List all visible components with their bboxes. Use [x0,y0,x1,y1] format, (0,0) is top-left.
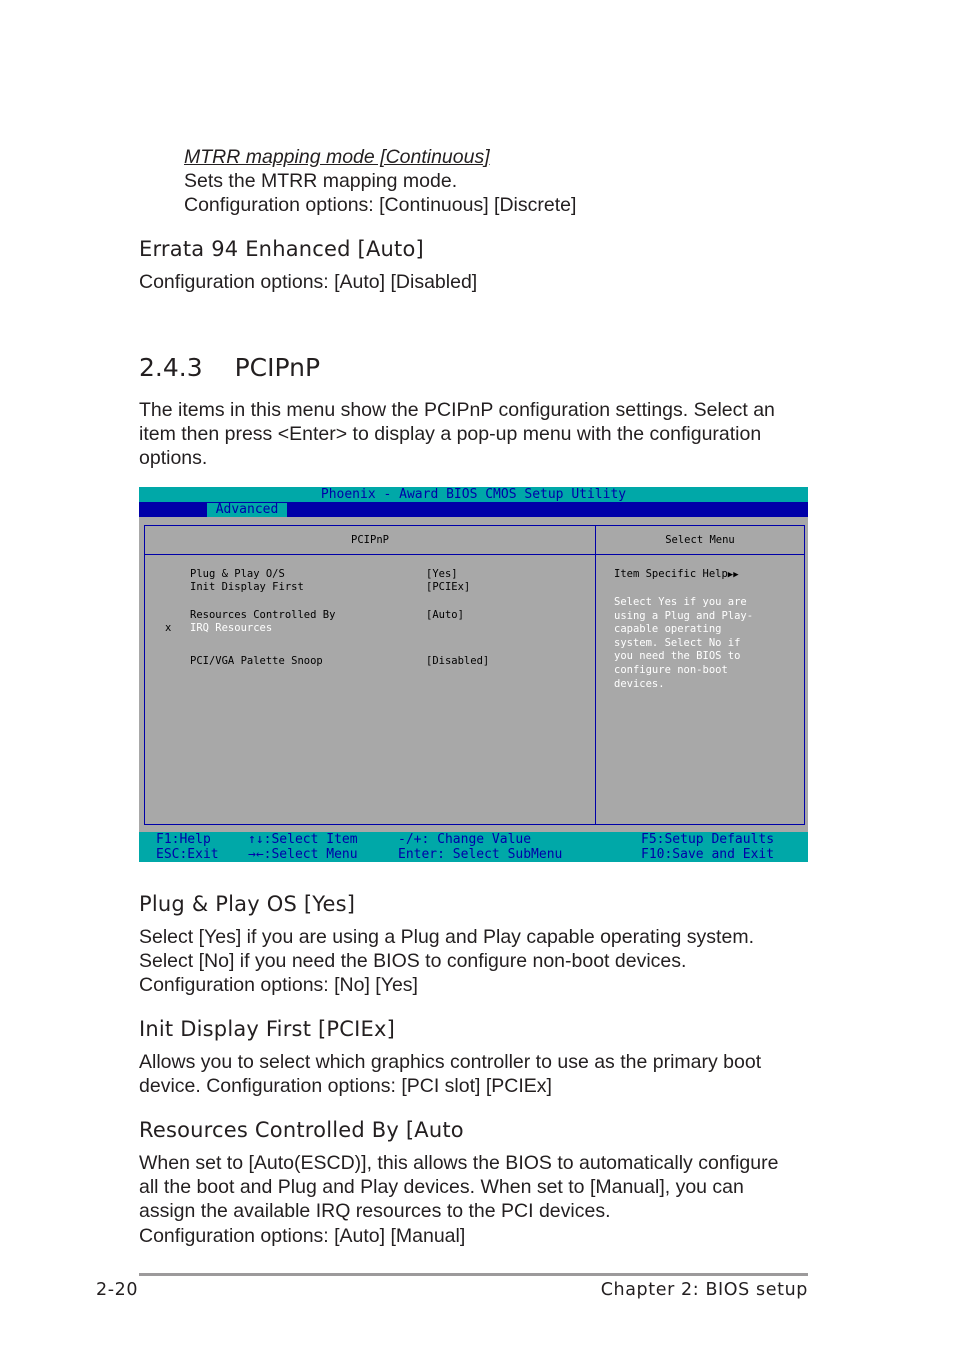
help-text: Select Yes if you are using a Plug and Play- capable operating system. Select No if you need the BIOS to configure non-boot devices. [614,596,754,690]
mtrr-title: MTRR mapping mode [Continuous] [184,146,490,168]
menu-item-value[interactable]: [PCIEx] [426,581,471,593]
key-select-item: ↑↓:Select Item [248,832,358,847]
menu-item-irq-resources[interactable] [190,622,272,635]
plug-play-description [139,925,754,998]
menu-item-resources-controlled-by[interactable] [190,609,335,622]
help-panel [595,525,805,825]
description-line: Select [Yes] if you are using a Plug and Play capable operating system. [139,926,754,948]
disabled-marker: x [165,622,172,634]
errata-heading: Errata 94 Enhanced [Auto] [139,237,424,261]
mtrr-block [184,145,576,218]
menu-item-value[interactable]: [Disabled] [426,655,490,667]
section-title: PCIPnP [234,353,321,382]
description-line: all the boot and Plug and Play devices. When set to [Manual], you can [139,1176,744,1199]
key-f1-help: F1:Help [156,832,211,847]
footer-rule [139,1273,808,1276]
init-display-description [139,1050,761,1098]
mtrr-options: Configuration options: [Continuous] [Discrete] [184,194,577,217]
menu-item-label: IRQ Resources [190,622,273,634]
menu-item-init-display-first[interactable] [190,581,304,594]
description-line: assign the available IRQ resources to the PCI devices. [139,1200,611,1223]
key-f10-save-exit: F10:Save and Exit [641,847,775,862]
key-enter-submenu: Enter: Select SubMenu [398,847,563,862]
bios-menu-bar [139,502,808,517]
errata-options: Configuration options: [Auto] [Disabled] [139,271,478,293]
key-change-value: -/+: Change Value [398,832,532,847]
section-intro [139,398,775,471]
resources-heading: Resources Controlled By [Auto [139,1118,464,1142]
key-esc-exit: ESC:Exit [156,847,219,862]
menu-item-label: Init Display First [190,581,304,593]
menu-item-label: PCI/VGA Palette Snoop [190,655,323,667]
double-arrow-right-icon: ▶▶ [727,570,739,580]
description-line: Select [No] if you need the BIOS to configure non-boot devices. [139,950,687,973]
help-title: Item Specific Help▶▶ [614,568,739,580]
menu-item-plug-play-os[interactable] [190,568,285,581]
menu-item-label: Resources Controlled By [190,609,336,621]
tab-advanced[interactable]: Advanced [207,503,287,517]
menu-item-label: Plug & Play O/S [190,568,285,580]
help-panel-header: Select Menu [596,526,804,555]
intro-line: item then press <Enter> to display a pop-up menu with the configuration [139,423,762,446]
settings-panel-header: PCIPnP [145,526,595,555]
description-line: Configuration options: [Auto] [Manual] [139,1224,466,1247]
intro-line: options. [139,447,208,470]
section-heading [139,353,320,382]
intro-line: The items in this menu show the PCIPnP configuration settings. Select an [139,399,775,421]
key-select-menu: →←:Select Menu [248,847,358,862]
section-number: 2.4.3 [139,353,203,382]
resources-description [139,1151,778,1248]
description-line: Allows you to select which graphics controller to use as the primary boot [139,1051,762,1073]
bios-key-legend [139,832,808,862]
plug-play-heading: Plug & Play OS [Yes] [139,892,356,916]
description-line: When set to [Auto(ESCD)], this allows the BIOS to automatically configure [139,1152,779,1174]
bios-title-bar [139,487,808,502]
settings-panel [144,525,596,825]
mtrr-description: Sets the MTRR mapping mode. [184,170,458,193]
menu-item-value[interactable]: [Yes] [426,568,458,580]
menu-item-value[interactable]: [Auto] [426,609,464,621]
description-line: Configuration options: [No] [Yes] [139,974,418,997]
init-display-heading: Init Display First [PCIEx] [139,1017,396,1041]
page-number: 2-20 [96,1280,139,1300]
bios-screen [139,487,808,862]
description-line: device. Configuration options: [PCI slot] [PCIEx] [139,1075,552,1098]
key-f5-defaults: F5:Setup Defaults [641,832,775,847]
menu-item-pci-vga-palette-snoop[interactable] [190,655,323,668]
chapter-title: Chapter 2: BIOS setup [600,1280,808,1300]
bios-title: Phoenix - Award BIOS CMOS Setup Utility [320,487,627,502]
